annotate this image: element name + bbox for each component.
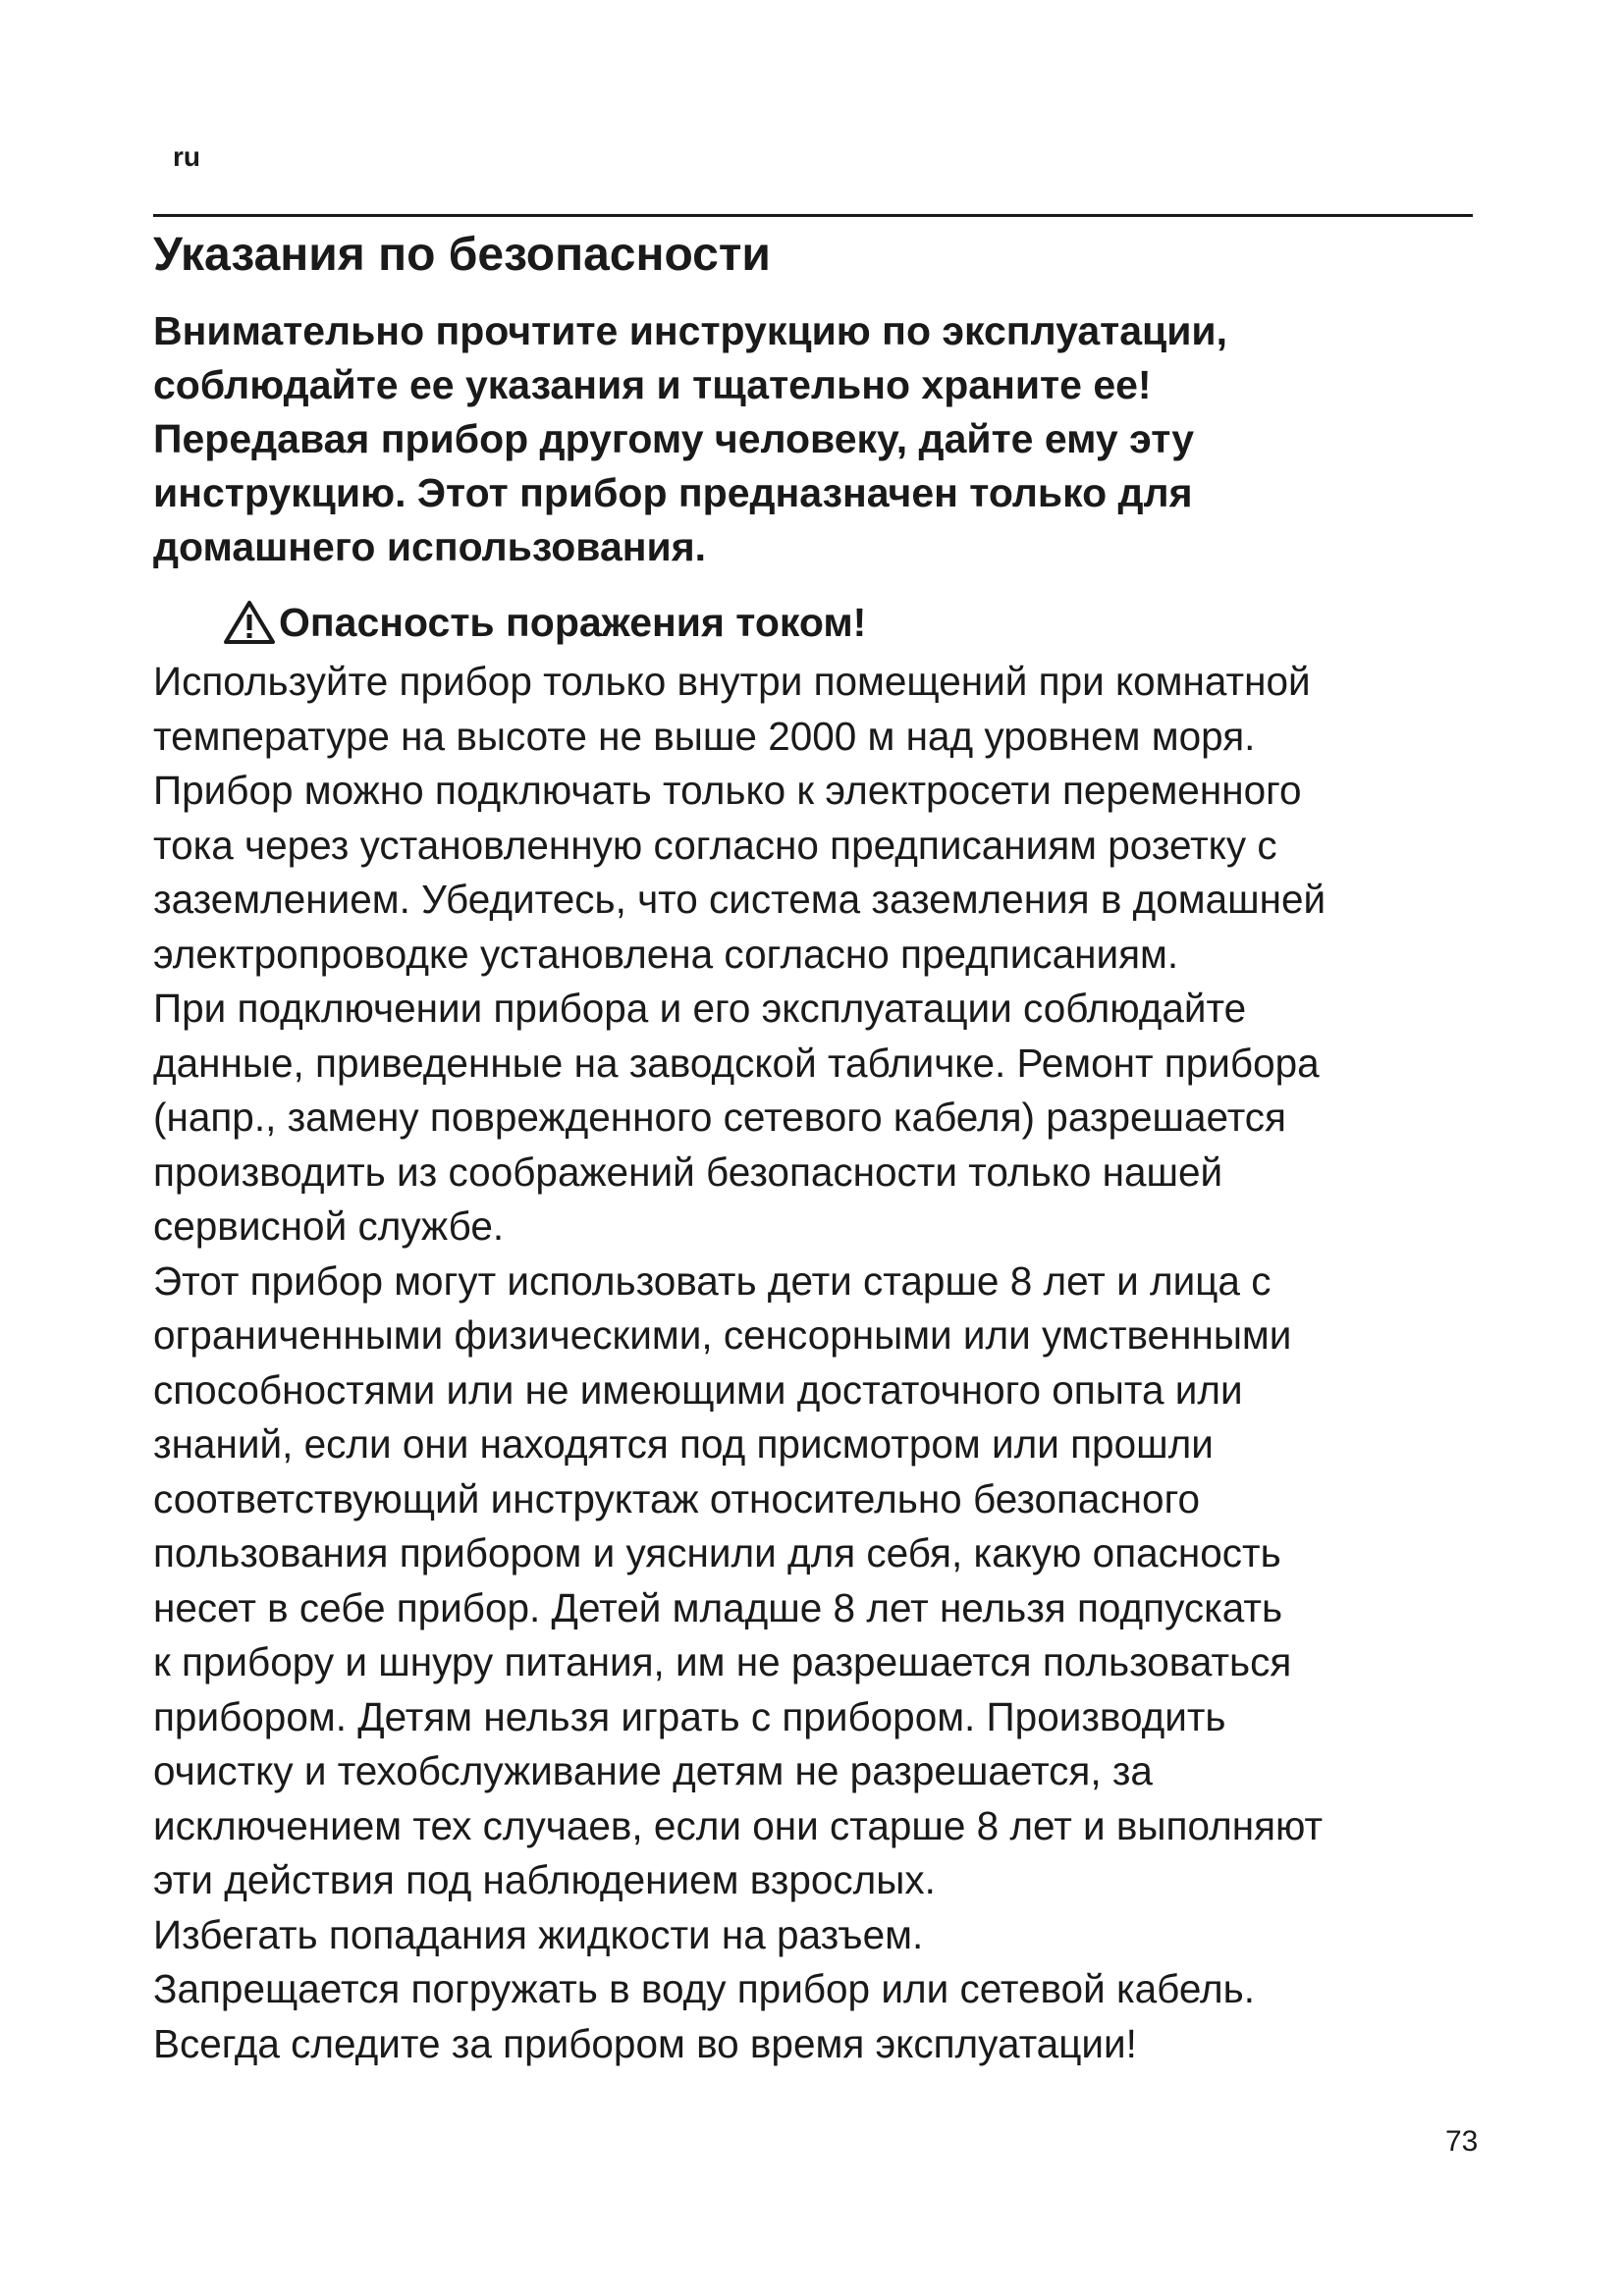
body-line: эти действия под наблюдением взрослых. [153,1857,936,1902]
intro-line: Передавая прибор другому человеку, дайте ему эту [153,416,1195,461]
body-line: способностями или не имеющими достаточного опыта или [153,1366,1243,1413]
body-line: к прибору и шнуру питания, им не разрешается пользоваться [153,1639,1292,1684]
body-line: прибором. Детям нельзя играть с прибором. Производить [153,1693,1226,1739]
page-title: Указания по безопасности [153,229,771,281]
intro-paragraph [153,304,1479,574]
body-line: При подключении прибора и его эксплуатации соблюдайте [153,986,1247,1031]
body-line: электропроводке установлена согласно предписаниям. [153,931,1179,977]
warning-triangle-icon [222,599,279,646]
body-line: знаний, если они находятся под присмотром или прошли [153,1421,1214,1467]
language-code: ru [173,141,200,172]
body-line: Используйте прибор только внутри помещений при комнатной [153,659,1311,704]
body-line: Избегать попадания жидкости на разъем. [153,1911,924,1957]
body-line: (напр., замену поврежденного сетевого кабеля) разрешается [153,1095,1286,1140]
body-line: производить из соображений безопасности только нашей [153,1148,1223,1195]
intro-line: соблюдайте ее указания и тщательно храните ее! [153,362,1152,407]
body-line: температуре на высоте не выше 2000 м над уровнем моря. [153,713,1256,759]
page-number: 73 [1445,2125,1479,2158]
body-line: данные, приведенные на заводской табличке. Ремонт прибора [153,1040,1320,1086]
intro-line: Внимательно прочтите инструкцию по эксплуатации, [153,308,1228,353]
body-line: Прибор можно подключать только к электросети переменного [153,768,1302,813]
body-line: исключением тех случаев, если они старше 8 лет и выполняют [153,1802,1324,1848]
body-line: тока через установленную согласно предписаниям розетку с [153,822,1277,868]
body-line: соответствующий инструктаж относительно безопасного [153,1475,1200,1522]
body-line: очистку и техобслуживание детям не разрешается, за [153,1748,1153,1793]
intro-line: домашнего использования. [153,524,707,569]
body-line: Запрещается погружать в воду прибор или сетевой кабель. [153,1966,1255,2011]
body-line: заземлением. Убедитесь, что система заземления в домашней [153,877,1326,922]
body-line: сервисной службе. [153,1203,505,1249]
body-line: ограниченными физическими, сенсорными или умственными [153,1312,1292,1358]
header-divider [153,214,1473,217]
body-line: Всегда следите за прибором во время эксплуатации! [153,2020,1137,2066]
intro-line: инструкцию. Этот прибор предназначен только для [153,470,1193,515]
safety-body-text [153,655,1489,2071]
warning-heading [222,595,866,650]
warning-text: Опасность поражения током! [279,600,867,645]
body-line: Этот прибор могут использовать дети старше 8 лет и лица с [153,1257,1272,1304]
body-line: пользования прибором и уяснили для себя, какую опасность [153,1530,1281,1575]
body-line: несет в себе прибор. Детей младше 8 лет нельзя подпускать [153,1584,1283,1630]
